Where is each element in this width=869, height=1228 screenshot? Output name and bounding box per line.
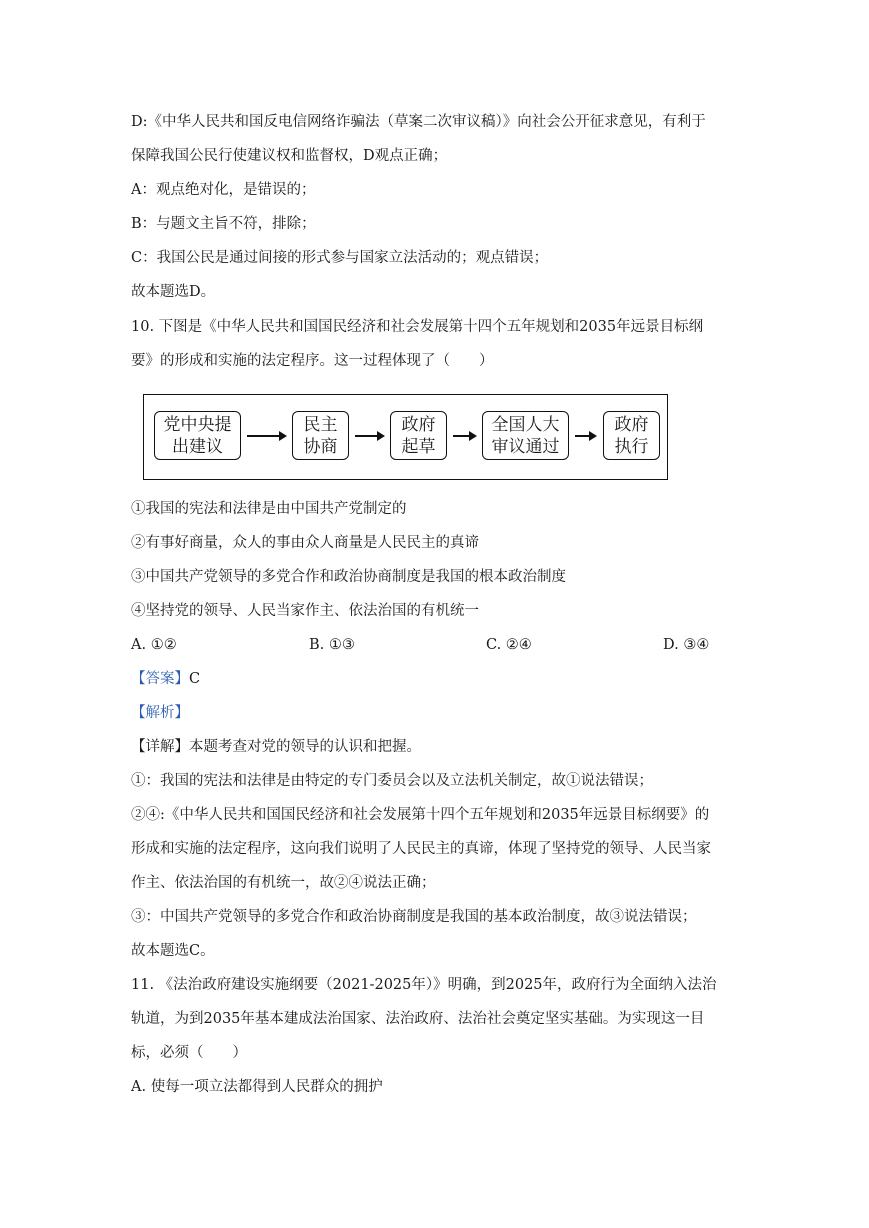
q10-option-c: C. ②④ [486, 637, 532, 653]
q11-stem-line1: 11. 《法治政府建设实施纲要（2021-2025年）》明确，到2025年，政府行为全面纳入法治 [131, 977, 717, 993]
flow-arrow-icon [355, 435, 383, 437]
process-flow-diagram [143, 394, 668, 480]
q10-statement-3: ③中国共产党领导的多党合作和政治协商制度是我国的根本政治制度 [131, 569, 566, 585]
detail-intro: 本题考查对党的领导的认识和把握。 [189, 739, 421, 755]
flow-arrow-icon [575, 435, 595, 437]
answer-label: 【答案】 [131, 671, 189, 687]
flow-step-consultation: 民主 协商 [292, 411, 349, 460]
q10-conclusion: 故本题选C。 [131, 943, 215, 959]
q10-analysis-label: 【解析】 [131, 705, 189, 721]
flow-arrow-icon [453, 435, 475, 437]
explanation-d-line2: 保障我国公民行使建议权和监督权，D观点正确； [131, 148, 448, 164]
q10-explanation-1: ①：我国的宪法和法律是由特定的专门委员会以及立法机关制定，故①说法错误； [131, 773, 653, 789]
q10-stem-line1: 10. 下图是《中华人民共和国国民经济和社会发展第十四个五年规划和2035年远景目标纲 [131, 319, 704, 335]
q10-statement-2: ②有事好商量，众人的事由众人商量是人民民主的真谛 [131, 535, 479, 551]
q10-explanation-2-line3: 作主、依法治国的有机统一，故②④说法正确； [131, 875, 436, 891]
explanation-c: C：我国公民是通过间接的形式参与国家立法活动的；观点错误； [131, 250, 549, 266]
q11-stem-line2: 轨道，为到2035年基本建成法治国家、法治政府、法治社会奠定坚实基础。为实现这一目 [131, 1011, 705, 1027]
explanation-b: B：与题文主旨不符，排除； [131, 216, 316, 232]
flow-step-proposal: 党中央提 出建议 [154, 411, 241, 460]
flow-step-drafting: 政府 起草 [390, 411, 447, 460]
explanation-a: A：观点绝对化，是错误的； [131, 182, 316, 198]
q10-option-d: D. ③④ [663, 637, 710, 653]
q10-stem-line2: 要》的形成和实施的法定程序。这一过程体现了（ ） [131, 353, 494, 369]
explanation-conclusion: 故本题选D。 [131, 284, 216, 300]
q10-explanation-2-line2: 形成和实施的法定程序，这向我们说明了人民民主的真谛，体现了坚持党的领导、人民当家 [131, 841, 711, 857]
explanation-d-line1: D:《中华人民共和国反电信网络诈骗法（草案二次审议稿）》向社会公开征求意见，有利于 [131, 114, 706, 130]
q10-option-a: A. ①② [131, 637, 177, 653]
flow-arrow-icon [247, 435, 285, 437]
q10-statement-4: ④坚持党的领导、人民当家作主、依法治国的有机统一 [131, 603, 479, 619]
flow-step-npc-approval: 全国人大 审议通过 [482, 411, 569, 460]
q11-option-a: A. 使每一项立法都得到人民群众的拥护 [131, 1079, 383, 1095]
detail-label: 【详解】 [131, 739, 189, 755]
q10-detail [131, 737, 421, 757]
q10-explanation-3: ③：中国共产党领导的多党合作和政治协商制度是我国的基本政治制度，故③说法错误； [131, 909, 697, 925]
answer-value: C [189, 671, 201, 687]
q10-answer [131, 669, 200, 689]
q10-options [131, 635, 751, 655]
q10-statement-1: ①我国的宪法和法律是由中国共产党制定的 [131, 501, 407, 517]
q11-stem-line3: 标，必须（ ） [131, 1045, 247, 1061]
q10-option-b: B. ①③ [309, 637, 355, 653]
flow-step-execution: 政府 执行 [603, 411, 660, 460]
q10-explanation-2-line1: ②④:《中华人民共和国国民经济和社会发展第十四个五年规划和2035年远景目标纲要》的 [131, 807, 710, 823]
